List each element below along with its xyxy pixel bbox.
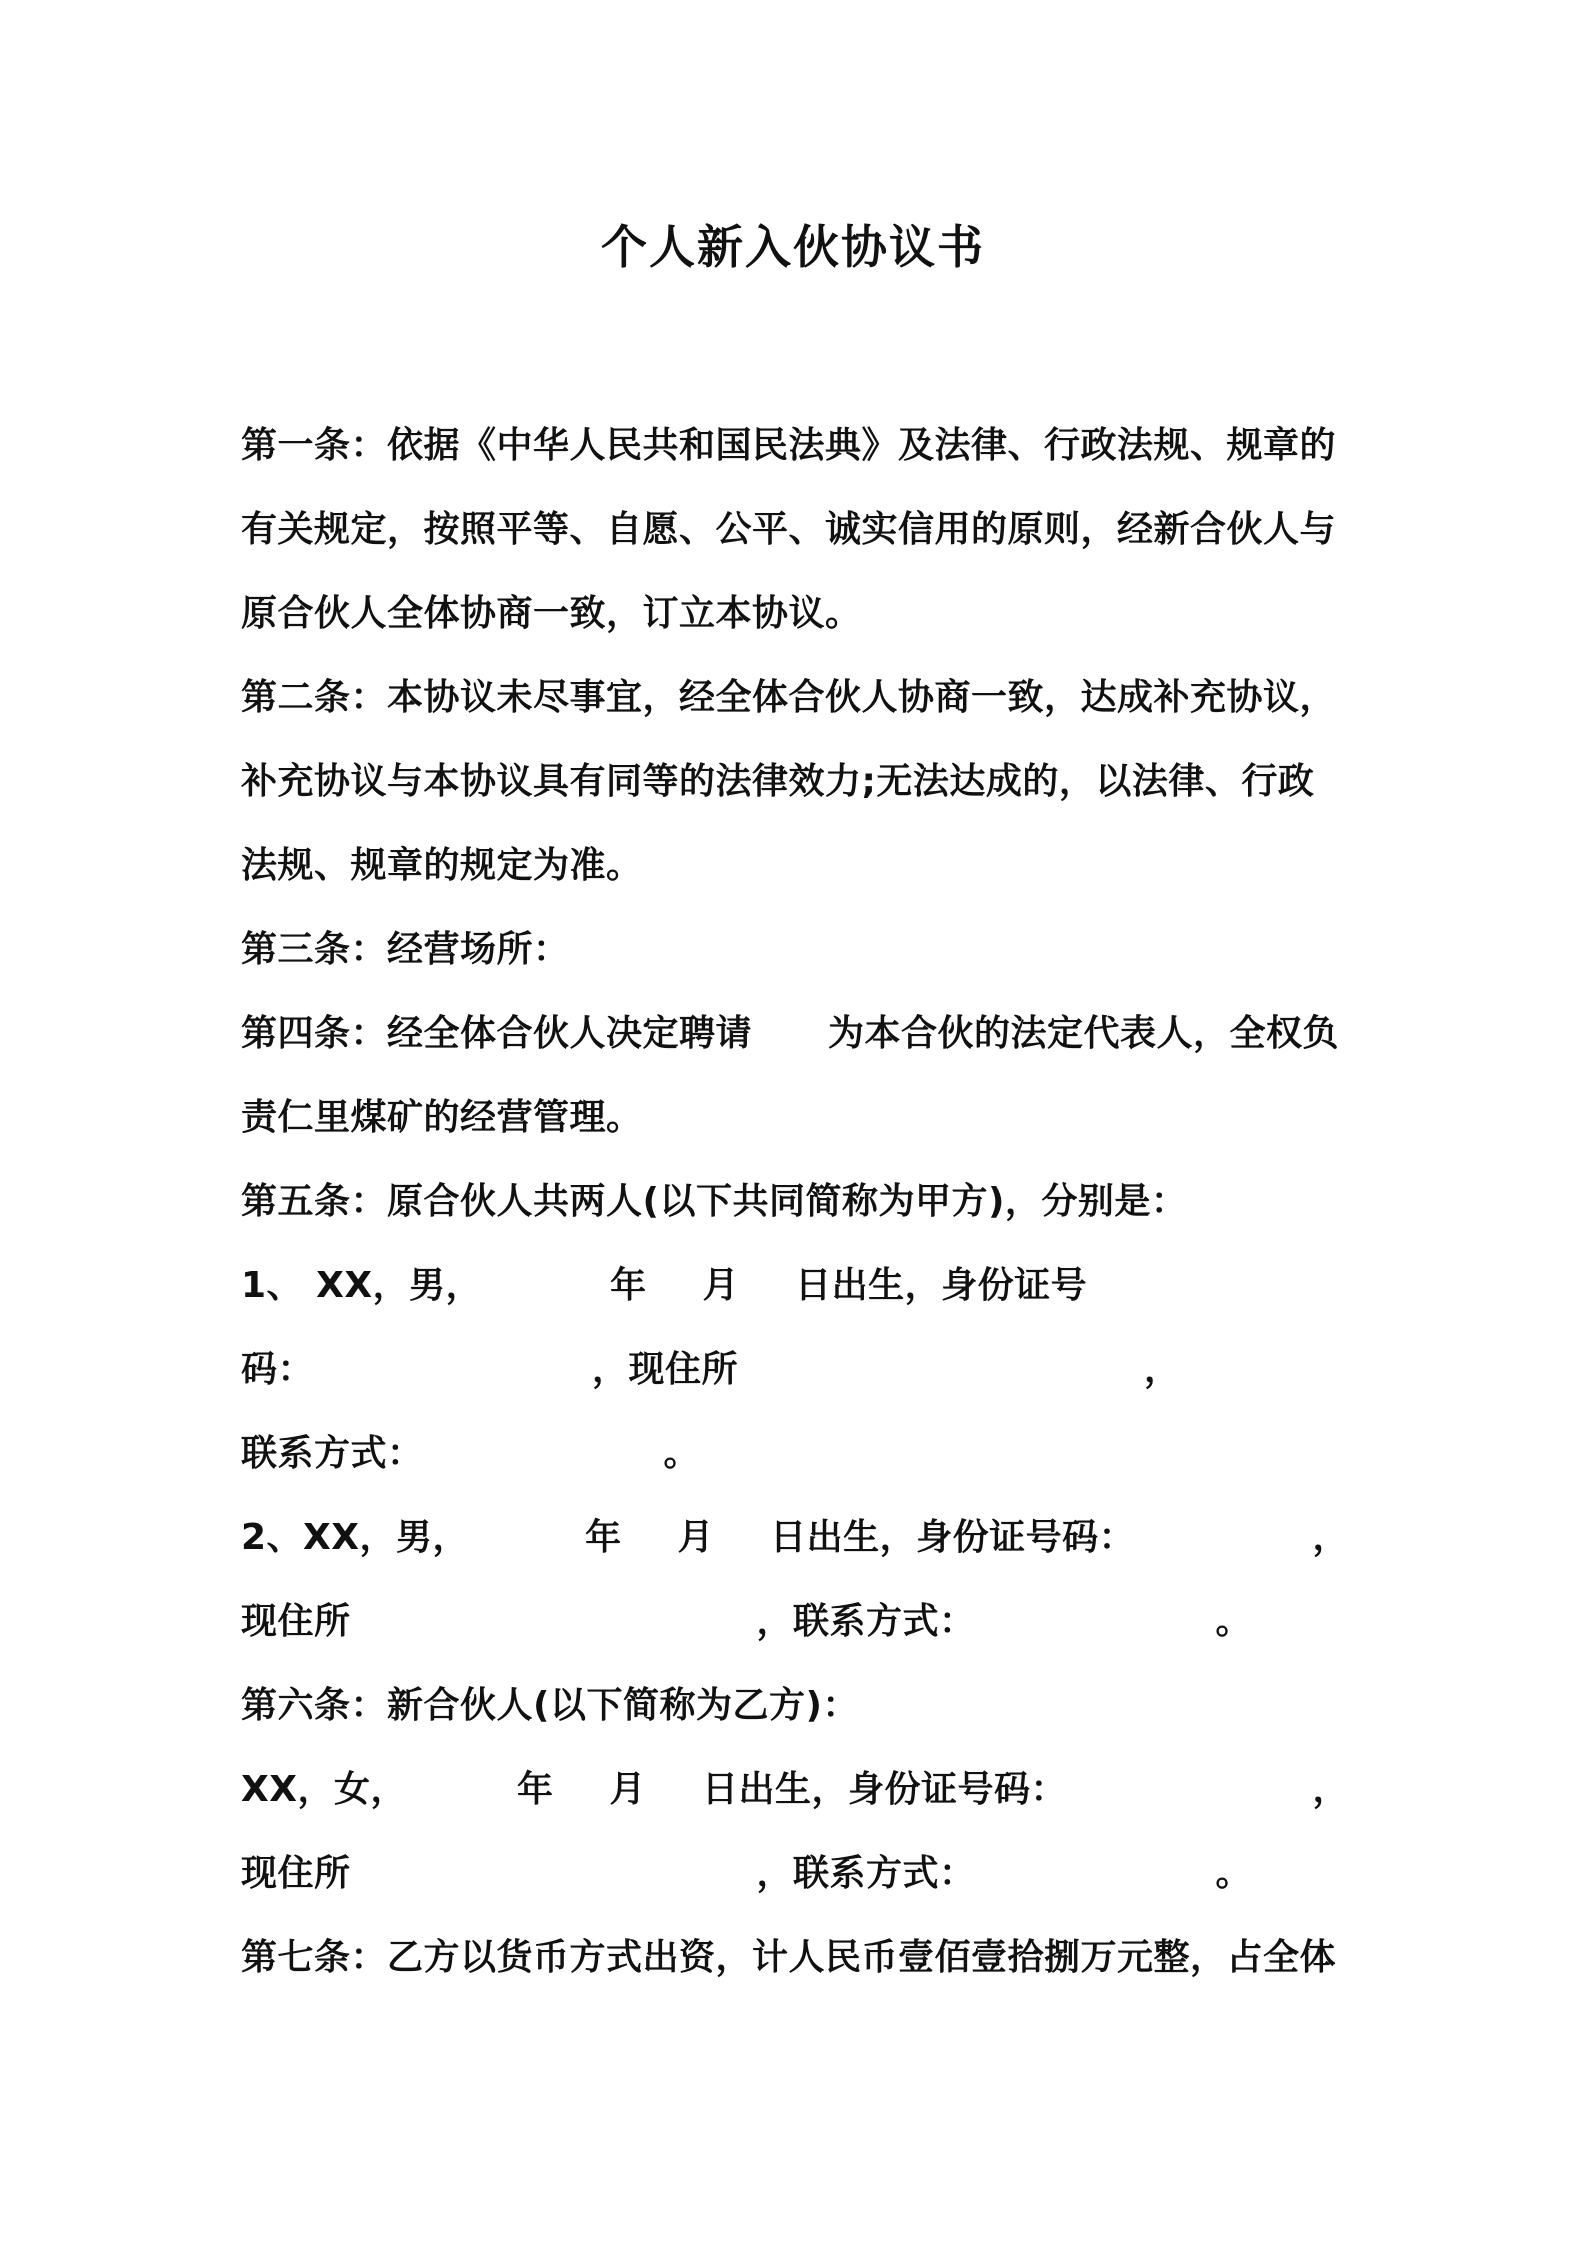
partner-new-month-label: 月 (609, 1769, 647, 1810)
partner-1-contact-label: 联系方式： (241, 1433, 424, 1474)
article-2-line-1: 第二条：本协议未尽事宜，经全体合伙人协商一致，达成补充协议， (241, 677, 1337, 718)
article-6-line: 第六条：新合伙人(以下简称为乙方)： (241, 1685, 859, 1726)
partner-1-address-label: ，现住所 (592, 1349, 739, 1390)
partner-2-month-label: 月 (677, 1517, 715, 1558)
article-4-line-1 (241, 992, 1361, 1076)
partner-new-address-label: 现住所 (241, 1853, 351, 1894)
partner-2-line-1 (241, 1496, 1361, 1580)
partner-new-comma: ， (1312, 1769, 1349, 1810)
partner-1-year-label: 年 (610, 1265, 647, 1306)
article-2-line-3: 法规、规章的规定为准。 (241, 845, 643, 886)
article-1-line-2: 有关规定，按照平等、自愿、公平、诚实信用的原则，经新合伙人与 (241, 509, 1337, 550)
partner-2-period: 。 (1215, 1601, 1253, 1642)
partner-2-year-label: 年 (585, 1517, 622, 1558)
partner-1-id-label: 码： (241, 1349, 315, 1390)
article-2-line-2: 补充协议与本协议具有同等的法律效力;无法达成的，以法律、行政 (241, 761, 1315, 802)
partner-new-id-label: 日出生，身份证号码： (702, 1769, 1068, 1810)
article-5-line: 第五条：原合伙人共两人(以下共同简称为甲方)，分别是： (241, 1181, 1188, 1222)
partner-new-line-2 (241, 1832, 1361, 1916)
partner-new-year-label: 年 (517, 1769, 554, 1810)
partner-2-id-label: 日出生，身份证号码： (770, 1517, 1136, 1558)
document-title: 个人新入伙协议书 (601, 220, 985, 274)
partner-new-name: XX，女， (241, 1769, 408, 1810)
partner-2-contact-label: ，联系方式： (756, 1601, 976, 1642)
partner-1-name: 1、 XX，男， (241, 1265, 483, 1306)
partner-2-comma: ， (1312, 1517, 1349, 1558)
article-4-text-b: 为本合伙的法定代表人，全权负 (828, 1013, 1340, 1054)
partner-1-comma: ， (1144, 1349, 1181, 1390)
partner-new-contact-label: ，联系方式： (756, 1853, 976, 1894)
article-3-line: 第三条：经营场所： (241, 929, 570, 970)
article-1-line-1: 第一条：依据《中华人民共和国民法典》及法律、行政法规、规章的 (241, 425, 1337, 466)
partner-1-day-label: 日出生，身份证号 (795, 1265, 1088, 1306)
document-body (241, 404, 1361, 2000)
partner-2-line-2 (241, 1580, 1361, 1664)
partner-2-address-label: 现住所 (241, 1601, 351, 1642)
article-4-text-a: 第四条：经全体合伙人决定聘请 (241, 1013, 753, 1054)
partner-new-period: 。 (1215, 1853, 1253, 1894)
partner-2-name: 2、XX，男， (241, 1517, 470, 1558)
partner-1-month-label: 月 (702, 1265, 740, 1306)
partner-1-line-3 (241, 1412, 1361, 1496)
article-4-line-2: 责仁里煤矿的经营管理。 (241, 1097, 643, 1138)
partner-1-line-1 (241, 1244, 1361, 1328)
partner-1-line-2 (241, 1328, 1361, 1412)
partner-1-period: 。 (663, 1433, 701, 1474)
article-7-line: 第七条：乙方以货币方式出资，计人民币壹佰壹拾捌万元整，占全体 (241, 1937, 1337, 1978)
partner-new-line-1 (241, 1748, 1361, 1832)
article-1-line-3: 原合伙人全体协商一致，订立本协议。 (241, 593, 862, 634)
